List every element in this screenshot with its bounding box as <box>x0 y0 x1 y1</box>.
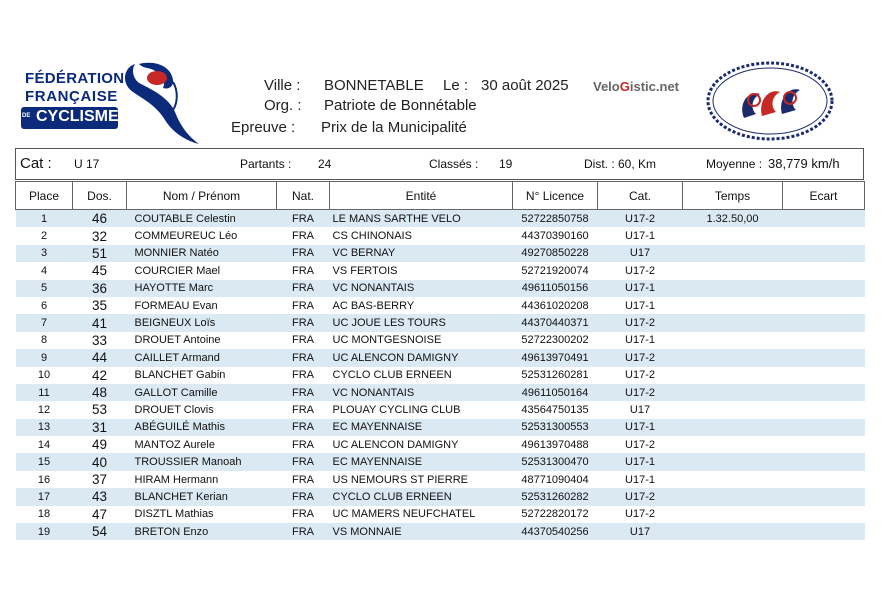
cell-temps <box>683 349 783 366</box>
velogistic-brand <box>593 79 679 94</box>
cell-licence: 44370440371 <box>513 314 598 331</box>
cell-nat: FRA <box>277 453 330 470</box>
classes-value: 19 <box>499 157 513 171</box>
cell-temps <box>683 523 783 540</box>
cell-nat: FRA <box>277 280 330 297</box>
cell-dos: 33 <box>91 332 108 348</box>
cell-nom: BLANCHET Kerian <box>127 488 277 505</box>
cell-cat: U17-1 <box>598 280 683 297</box>
cell-place: 17 <box>16 488 73 505</box>
table-row <box>16 506 865 523</box>
table-row <box>16 297 865 314</box>
cell-cat: U17-2 <box>625 369 655 382</box>
cell-dos: 47 <box>91 506 108 522</box>
cell-cat: U17-2 <box>598 384 683 401</box>
cell-temps <box>683 506 783 523</box>
results-table <box>15 181 865 540</box>
cell-nat: FRA <box>277 419 330 436</box>
distance-text: Dist. : 60, Km <box>584 157 657 171</box>
cell-licence: 44361020208 <box>521 299 589 312</box>
cell-nom: ABÉGUILÉ Mathis <box>127 419 277 436</box>
cell-cat: U17-2 <box>625 264 655 277</box>
cell-nat: FRA <box>292 334 314 347</box>
cell-nom: COURCIER Mael <box>134 264 221 277</box>
cell-ecart <box>783 384 865 401</box>
cell-cat: U17-1 <box>598 419 683 436</box>
cell-entite: VC NONANTAIS <box>330 280 513 297</box>
ffc-logo <box>18 58 208 148</box>
table-row <box>16 210 865 228</box>
cell-nom: GALLOT Camille <box>127 384 277 401</box>
cell-ecart <box>783 262 865 279</box>
cell-licence: 52722850758 <box>513 210 598 228</box>
cell-entite: PLOUAY CYCLING CLUB <box>332 403 461 416</box>
ffc-swoosh-icon <box>113 58 208 148</box>
classes-label: Classés : <box>429 157 479 171</box>
cell-cat: U17-2 <box>598 210 683 228</box>
cell-entite: US NEMOURS ST PIERRE <box>332 473 468 486</box>
cell-cat: U17-2 <box>598 488 683 505</box>
cell-nom: FORMEAU Evan <box>134 299 218 312</box>
cell-dos: 36 <box>73 280 127 297</box>
org-value: Patriote de Bonnétable <box>324 97 477 114</box>
cell-nom: BRETON Enzo <box>127 523 277 540</box>
cell-place: 2 <box>40 230 48 243</box>
cell-dos: 46 <box>73 210 127 228</box>
cell-cat: U17-1 <box>598 453 683 470</box>
cell-licence: 52531260281 <box>521 369 589 382</box>
epreuve-label: Epreuve : <box>231 119 296 136</box>
cell-temps <box>683 384 783 401</box>
cell-place: 1 <box>16 210 73 228</box>
cell-place: 12 <box>37 403 51 416</box>
cell-dos: 51 <box>73 245 127 262</box>
cell-cat: U17 <box>598 245 683 262</box>
cell-dos: 48 <box>73 384 127 401</box>
col-header-dos: Dos. <box>73 182 127 210</box>
cell-ecart <box>783 245 865 262</box>
cell-cat: U17-1 <box>625 230 655 243</box>
cat-value: U 17 <box>74 157 100 171</box>
table-row <box>16 332 865 349</box>
ffc-logo-line2: FRANÇAISE <box>25 88 118 105</box>
ffc-logo-prefix: DE <box>22 113 31 119</box>
cell-licence: 49611050164 <box>513 384 598 401</box>
cell-temps <box>683 280 783 297</box>
cell-temps <box>683 471 783 488</box>
col-header-licence: N° Licence <box>513 182 598 210</box>
cell-temps <box>683 245 783 262</box>
cell-ecart <box>783 280 865 297</box>
cell-entite: CYCLO CLUB ERNEEN <box>330 488 513 505</box>
col-header-ecart: Ecart <box>783 182 865 210</box>
cell-temps <box>683 297 783 314</box>
cell-entite: LE MANS SARTHE VELO <box>330 210 513 228</box>
cell-nat: FRA <box>277 349 330 366</box>
cell-cat: U17-2 <box>625 508 655 521</box>
cell-place: 16 <box>37 473 51 486</box>
velogistic-part3: istic.net <box>629 79 679 94</box>
cell-ecart <box>783 401 865 418</box>
table-row <box>16 227 865 244</box>
cell-entite: UC ALENCON DAMIGNY <box>332 438 459 451</box>
cell-place: 4 <box>40 264 48 277</box>
category-bar <box>15 148 864 180</box>
results-body <box>16 210 865 541</box>
table-row <box>16 349 865 366</box>
cell-licence: 52531300470 <box>513 453 598 470</box>
cell-cat: U17-2 <box>598 314 683 331</box>
cell-place: 19 <box>16 523 73 540</box>
cell-place: 3 <box>16 245 73 262</box>
cell-nom: DISZTL Mathias <box>134 508 214 521</box>
cell-dos: 49 <box>91 437 108 453</box>
cell-place: 15 <box>16 453 73 470</box>
table-row <box>16 401 865 418</box>
cell-nat: FRA <box>292 473 314 486</box>
cell-ecart <box>783 227 865 244</box>
cell-place: 7 <box>16 314 73 331</box>
cell-entite: UC ALENCON DAMIGNY <box>330 349 513 366</box>
table-row <box>16 262 865 279</box>
cell-licence: 48771090404 <box>521 473 589 486</box>
cell-ecart <box>783 297 865 314</box>
cell-place: 13 <box>16 419 73 436</box>
cell-nom: MONNIER Natéo <box>127 245 277 262</box>
cell-ecart <box>783 419 865 436</box>
table-header-row <box>16 182 865 210</box>
cell-entite: CYCLO CLUB ERNEEN <box>332 369 452 382</box>
cell-place: 14 <box>37 438 51 451</box>
cell-licence: 52721920074 <box>521 264 589 277</box>
cell-place: 18 <box>37 508 51 521</box>
cell-dos: 37 <box>91 472 108 488</box>
cell-dos: 45 <box>91 263 108 279</box>
cell-nom: TROUSSIER Manoah <box>127 453 277 470</box>
cell-entite: EC MAYENNAISE <box>330 453 513 470</box>
cell-temps <box>683 367 783 384</box>
cell-entite: UC JOUE LES TOURS <box>330 314 513 331</box>
cell-nom: HIRAM Hermann <box>134 473 219 486</box>
table-row <box>16 453 865 470</box>
cell-place: 6 <box>40 299 48 312</box>
cell-place: 5 <box>16 280 73 297</box>
cell-place: 10 <box>37 369 51 382</box>
cell-nat: FRA <box>292 403 314 416</box>
cell-ecart <box>783 436 865 453</box>
cell-nat: FRA <box>292 264 314 277</box>
cell-dos: 44 <box>73 349 127 366</box>
cell-ecart <box>783 349 865 366</box>
cell-temps: 1.32.50,00 <box>683 210 783 228</box>
cell-licence: 52531300553 <box>513 419 598 436</box>
cell-dos: 42 <box>91 367 108 383</box>
epreuve-value: Prix de la Municipalité <box>321 119 467 136</box>
cell-dos: 43 <box>73 488 127 505</box>
cell-licence: 49613970488 <box>521 438 589 451</box>
cell-dos: 53 <box>91 402 108 418</box>
cell-entite: UC MAMERS NEUFCHATEL <box>332 508 476 521</box>
table-row <box>16 314 865 331</box>
org-label: Org. : <box>264 97 302 114</box>
cell-nom: DROUET Antoine <box>134 334 221 347</box>
cell-ecart <box>783 523 865 540</box>
cell-nom: BLANCHET Gabin <box>134 369 226 382</box>
table-row <box>16 367 865 384</box>
cell-licence: 49611050156 <box>513 280 598 297</box>
cell-nat: FRA <box>277 384 330 401</box>
moyenne-value: 38,779 km/h <box>768 156 840 171</box>
cell-ecart <box>783 453 865 470</box>
table-row <box>16 280 865 297</box>
cell-licence: 52722820172 <box>521 508 589 521</box>
cell-entite: VS FERTOIS <box>332 264 398 277</box>
cat-label: Cat : <box>20 155 52 172</box>
cell-nat: FRA <box>292 508 314 521</box>
velogistic-part1: Velo <box>593 79 620 94</box>
cell-licence: 52531260282 <box>513 488 598 505</box>
cell-entite: VS MONNAIE <box>330 523 513 540</box>
cell-nom: MANTOZ Aurele <box>134 438 215 451</box>
col-header-entite: Entité <box>330 182 513 210</box>
cell-cat: U17-2 <box>625 438 655 451</box>
cell-nom: CAILLET Armand <box>127 349 277 366</box>
cell-dos: 41 <box>73 314 127 331</box>
cell-entite: EC MAYENNAISE <box>330 419 513 436</box>
ffc-logo-line3: CYCLISME <box>36 108 119 125</box>
cell-nat: FRA <box>277 523 330 540</box>
table-row <box>16 436 865 453</box>
cell-dos: 32 <box>91 228 108 244</box>
cell-ecart <box>783 314 865 331</box>
cell-licence: 52722300202 <box>521 334 589 347</box>
cell-nat: FRA <box>277 488 330 505</box>
table-row <box>16 245 865 262</box>
cell-licence: 44370540256 <box>513 523 598 540</box>
cell-licence: 49613970491 <box>513 349 598 366</box>
cell-ecart <box>783 506 865 523</box>
club-badge-icon <box>704 60 836 142</box>
cell-nom: DROUET Clovis <box>134 403 214 416</box>
cell-ecart <box>783 367 865 384</box>
cell-temps <box>683 227 783 244</box>
ffc-logo-line1: FÉDÉRATION <box>25 70 125 87</box>
table-row <box>16 384 865 401</box>
partants-value: 24 <box>318 157 332 171</box>
cell-temps <box>683 419 783 436</box>
cell-licence: 43564750135 <box>521 403 589 416</box>
cell-licence: 44370390160 <box>521 230 589 243</box>
table-row <box>16 419 865 436</box>
cell-nat: FRA <box>277 245 330 262</box>
cell-dos: 54 <box>73 523 127 540</box>
cell-place: 9 <box>16 349 73 366</box>
cell-cat: U17 <box>629 403 651 416</box>
cell-ecart <box>783 488 865 505</box>
cell-ecart <box>783 332 865 349</box>
cell-dos: 31 <box>73 419 127 436</box>
col-header-nat: Nat. <box>277 182 330 210</box>
cell-entite: CS CHINONAIS <box>332 230 412 243</box>
cell-nat: FRA <box>292 230 314 243</box>
cell-nom: BEIGNEUX Loïs <box>127 314 277 331</box>
velogistic-part2: G <box>619 79 630 94</box>
cell-temps <box>683 401 783 418</box>
cell-nom: HAYOTTE Marc <box>127 280 277 297</box>
cell-place: 8 <box>40 334 48 347</box>
cell-cat: U17-2 <box>598 349 683 366</box>
cell-entite: VC NONANTAIS <box>330 384 513 401</box>
col-header-nom: Nom / Prénom <box>127 182 277 210</box>
cell-cat: U17-1 <box>625 473 655 486</box>
cell-temps <box>683 262 783 279</box>
cell-entite: AC BAS-BERRY <box>332 299 415 312</box>
cell-temps <box>683 453 783 470</box>
date-label: Le : <box>443 77 469 94</box>
cell-temps <box>683 488 783 505</box>
table-row <box>16 471 865 488</box>
cell-place: 11 <box>16 384 73 401</box>
cell-ecart <box>783 210 865 228</box>
cell-cat: U17-1 <box>625 299 655 312</box>
cell-entite: UC MONTGESNOISE <box>332 334 442 347</box>
cell-cat: U17-1 <box>625 334 655 347</box>
cell-entite: VC BERNAY <box>330 245 513 262</box>
cell-cat: U17 <box>598 523 683 540</box>
cell-nat: FRA <box>292 369 314 382</box>
date-value: 30 août 2025 <box>481 77 569 94</box>
cell-temps <box>683 332 783 349</box>
cell-nom: COMMEUREUC Léo <box>134 230 238 243</box>
partants-label: Partants : <box>240 157 292 171</box>
ville-value: BONNETABLE <box>324 77 424 94</box>
cell-nat: FRA <box>292 299 314 312</box>
col-header-place: Place <box>16 182 73 210</box>
cell-nat: FRA <box>292 438 314 451</box>
cell-licence: 49270850228 <box>513 245 598 262</box>
table-row <box>16 488 865 505</box>
cell-dos: 40 <box>73 453 127 470</box>
col-header-cat: Cat. <box>598 182 683 210</box>
cell-temps <box>683 436 783 453</box>
col-header-temps: Temps <box>683 182 783 210</box>
cell-nat: FRA <box>277 314 330 331</box>
cell-temps <box>683 314 783 331</box>
cell-nom: COUTABLE Celestin <box>127 210 277 228</box>
moyenne-label: Moyenne : <box>706 157 763 171</box>
ville-label: Ville : <box>264 77 301 94</box>
cell-ecart <box>783 471 865 488</box>
table-row <box>16 523 865 540</box>
cell-dos: 35 <box>91 298 108 314</box>
cell-nat: FRA <box>277 210 330 228</box>
